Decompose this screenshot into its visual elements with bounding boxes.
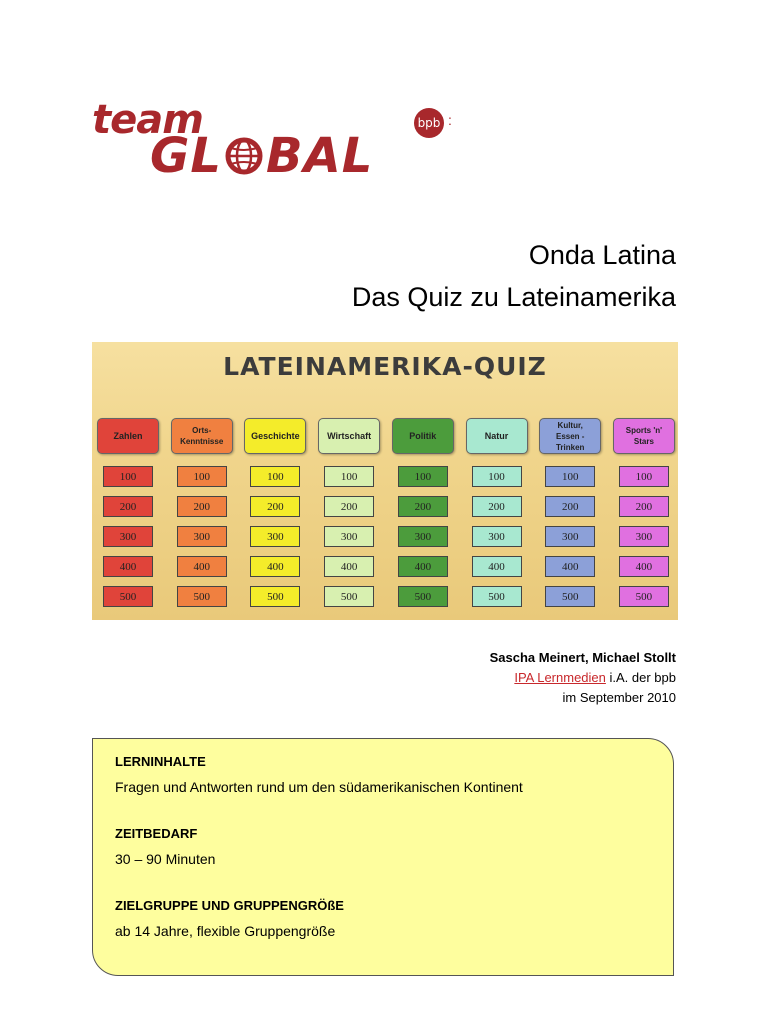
quiz-point-cell: 300	[324, 526, 374, 547]
quiz-category-column	[98, 418, 158, 607]
quiz-point-cell: 200	[103, 496, 153, 517]
globe-icon	[224, 136, 264, 176]
quiz-point-cell: 200	[619, 496, 669, 517]
quiz-point-cell: 500	[545, 586, 595, 607]
quiz-point-cell: 500	[619, 586, 669, 607]
quiz-category-header: Natur	[466, 418, 528, 454]
logo-global-text	[150, 128, 374, 184]
quiz-point-cell: 200	[250, 496, 300, 517]
quiz-point-cell: 200	[324, 496, 374, 517]
quiz-point-cell: 400	[324, 556, 374, 577]
quiz-point-cell: 100	[472, 466, 522, 487]
quiz-point-cell: 200	[472, 496, 522, 517]
quiz-category-column	[540, 418, 600, 607]
author-names: Sascha Meinert, Michael Stollt	[489, 650, 676, 665]
publication-date: im September 2010	[562, 690, 676, 705]
quiz-point-cell: 100	[398, 466, 448, 487]
quiz-point-cell: 300	[103, 526, 153, 547]
info-section-time	[115, 825, 651, 869]
title-line-1: Onda Latina	[528, 240, 676, 270]
quiz-category-column	[393, 418, 453, 607]
quiz-category-header: Sports 'n' Stars	[613, 418, 675, 454]
quiz-point-cell: 500	[398, 586, 448, 607]
document-title	[352, 234, 676, 318]
quiz-point-cell: 400	[103, 556, 153, 577]
publisher-link[interactable]: IPA Lernmedien	[514, 670, 606, 685]
info-text: ab 14 Jahre, flexible Gruppengröße	[115, 923, 336, 939]
quiz-point-cell: 500	[324, 586, 374, 607]
team-global-logo	[92, 97, 472, 190]
logo-global-left: GL	[150, 128, 222, 184]
logo-team-text: team	[92, 97, 203, 143]
info-section-target-group	[115, 897, 651, 941]
quiz-point-cell: 400	[398, 556, 448, 577]
publisher-line	[490, 668, 676, 688]
quiz-point-cell: 100	[177, 466, 227, 487]
quiz-board-title: LATEINAMERIKA-QUIZ	[223, 352, 547, 381]
quiz-point-cell: 300	[177, 526, 227, 547]
quiz-category-column	[245, 418, 305, 607]
info-heading: ZIELGRUPPE UND GRUPPENGRÖßE	[115, 898, 344, 913]
quiz-category-column	[319, 418, 379, 607]
quiz-point-cell: 500	[177, 586, 227, 607]
quiz-point-cell: 100	[324, 466, 374, 487]
quiz-point-cell: 400	[250, 556, 300, 577]
logo-global-right: BAL	[265, 128, 374, 184]
authors-block	[490, 648, 676, 708]
quiz-point-cell: 100	[103, 466, 153, 487]
quiz-point-cell: 400	[545, 556, 595, 577]
quiz-category-header: Orts- Kenntnisse	[171, 418, 233, 454]
quiz-point-cell: 300	[398, 526, 448, 547]
info-heading: LERNINHALTE	[115, 754, 206, 769]
quiz-point-cell: 200	[398, 496, 448, 517]
quiz-point-cell: 500	[472, 586, 522, 607]
publisher-suffix: i.A. der bpb	[605, 670, 676, 685]
quiz-point-cell: 300	[619, 526, 669, 547]
quiz-point-cell: 100	[545, 466, 595, 487]
quiz-category-column	[614, 418, 674, 607]
quiz-point-cell: 400	[472, 556, 522, 577]
quiz-point-cell: 300	[545, 526, 595, 547]
quiz-point-cell: 500	[250, 586, 300, 607]
quiz-point-cell: 200	[545, 496, 595, 517]
bpb-logo: bpb	[414, 108, 444, 138]
quiz-category-header: Kultur, Essen - Trinken	[539, 418, 601, 454]
info-text: 30 – 90 Minuten	[115, 851, 216, 867]
quiz-category-column	[172, 418, 232, 607]
bpb-logo-suffix: :	[448, 112, 452, 128]
quiz-category-header: Wirtschaft	[318, 418, 380, 454]
quiz-point-cell: 500	[103, 586, 153, 607]
quiz-point-cell: 300	[250, 526, 300, 547]
info-heading: ZEITBEDARF	[115, 826, 198, 841]
info-text: Fragen und Antworten rund um den südamerikanischen Kontinent	[115, 779, 523, 795]
quiz-category-column	[467, 418, 527, 607]
quiz-point-cell: 300	[472, 526, 522, 547]
quiz-point-cell: 400	[619, 556, 669, 577]
quiz-point-cell: 200	[177, 496, 227, 517]
quiz-board-columns	[98, 418, 674, 607]
quiz-point-cell: 100	[250, 466, 300, 487]
title-line-2: Das Quiz zu Lateinamerika	[351, 282, 676, 312]
quiz-point-cell: 100	[619, 466, 669, 487]
quiz-category-header: Geschichte	[244, 418, 306, 454]
quiz-board-image	[92, 342, 678, 620]
quiz-point-cell: 400	[177, 556, 227, 577]
quiz-category-header: Zahlen	[97, 418, 159, 454]
quiz-category-header: Politik	[392, 418, 454, 454]
info-box	[92, 738, 674, 976]
info-section-learning-content	[115, 753, 651, 797]
